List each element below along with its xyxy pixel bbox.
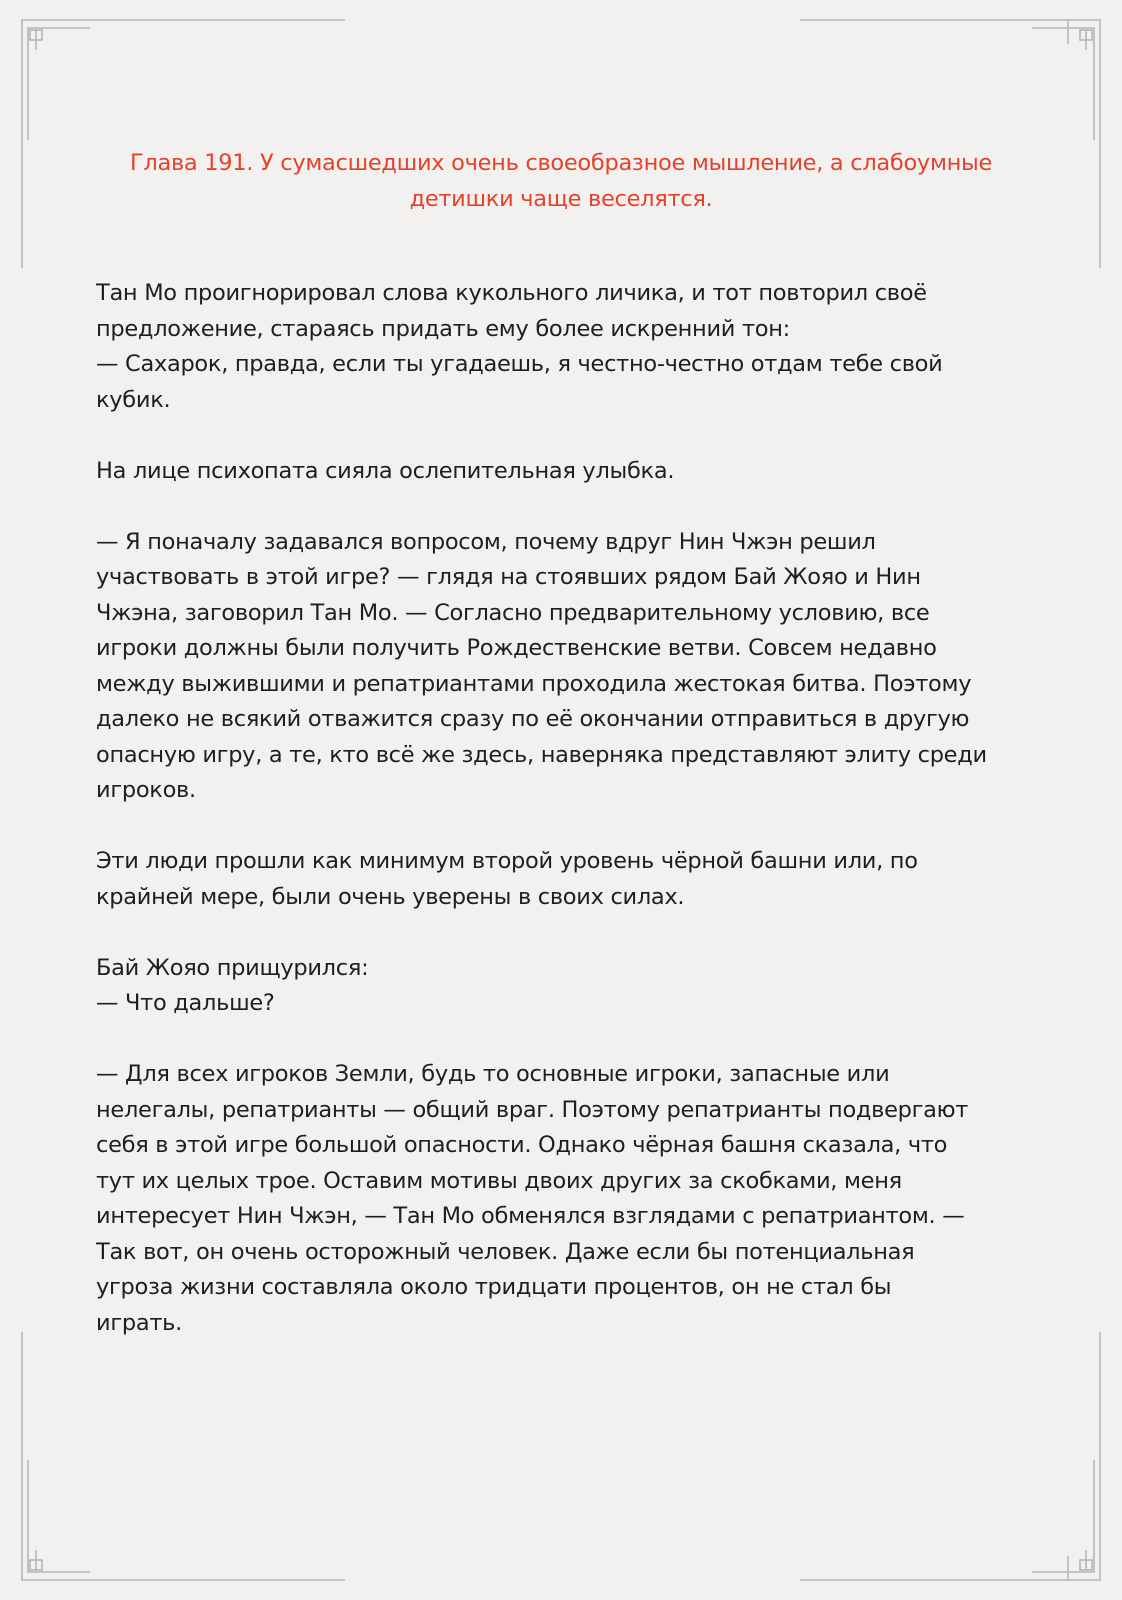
paragraph (96, 951, 1031, 1022)
text-line: участвовать в этой игре? — глядя на стоявших рядом Бай Жояо и Нин (96, 564, 921, 590)
text-line: — Для всех игроков Земли, будь то основные игроки, запасные или (96, 1061, 890, 1087)
text-line: угроза жизни составляла около тридцати процентов, он не стал бы (96, 1274, 892, 1300)
chapter-title-line: детишки чаще веселятся. (409, 186, 713, 212)
paragraph (96, 276, 1031, 418)
text-line: Тан Мо проигнорировал слова кукольного личика, и тот повторил своё (96, 280, 927, 306)
text-line: играть. (96, 1309, 182, 1336)
chapter-title (96, 145, 1026, 217)
text-line: тут их целых трое. Оставим мотивы двоих других за скобками, меня (96, 1167, 902, 1194)
text-line: Эти люди прошли как минимум второй уровень чёрной башни или, по (96, 848, 918, 874)
chapter-title-line: Глава 191. У сумасшедших очень своеобразное мышление, а слабоумные (129, 150, 993, 176)
text-line: Так вот, он очень осторожный человек. Даже если бы потенциальная (96, 1238, 915, 1265)
text-line: игроки должны были получить Рождественские ветви. Совсем недавно (96, 635, 937, 661)
text-line: — Сахарок, правда, если ты угадаешь, я честно-честно отдам тебе свой (96, 351, 943, 377)
text-line: предложение, стараясь придать ему более искренний тон: (96, 315, 790, 342)
text-line: себя в этой игре большой опасности. Однако чёрная башня сказала, что (96, 1132, 948, 1158)
text-line: между выжившими и репатриантами проходила жестокая битва. Поэтому (96, 670, 972, 697)
text-line: нелегалы, репатрианты — общий враг. Поэтому репатрианты подвергают (96, 1096, 969, 1123)
text-line: кубик. (96, 386, 171, 413)
chapter-body (96, 276, 1031, 1377)
text-line: далеко не всякий отважится сразу по её окончании отправиться в другую (96, 706, 970, 732)
text-line: Бай Жояо прищурился: (96, 954, 369, 981)
text-line: — Что дальше? (96, 990, 275, 1016)
text-line: интересует Нин Чжэн, — Тан Мо обменялся взглядами с репатриантом. — (96, 1203, 965, 1229)
paragraph (96, 454, 1031, 490)
text-line: игроков. (96, 777, 196, 803)
paragraph (96, 844, 1031, 915)
text-line: — Я поначалу задавался вопросом, почему вдруг Нин Чжэн решил (96, 528, 876, 555)
paragraph (96, 525, 1031, 809)
text-line: На лице психопата сияла ослепительная улыбка. (96, 457, 675, 484)
text-line: крайней мере, были очень уверены в своих силах. (96, 883, 685, 910)
text-line: Чжэна, заговорил Тан Мо. — Согласно предварительному условию, все (96, 599, 930, 626)
text-line: опасную игру, а те, кто всё же здесь, наверняка представляют элиту среди (96, 741, 987, 768)
paragraph (96, 1057, 1031, 1341)
